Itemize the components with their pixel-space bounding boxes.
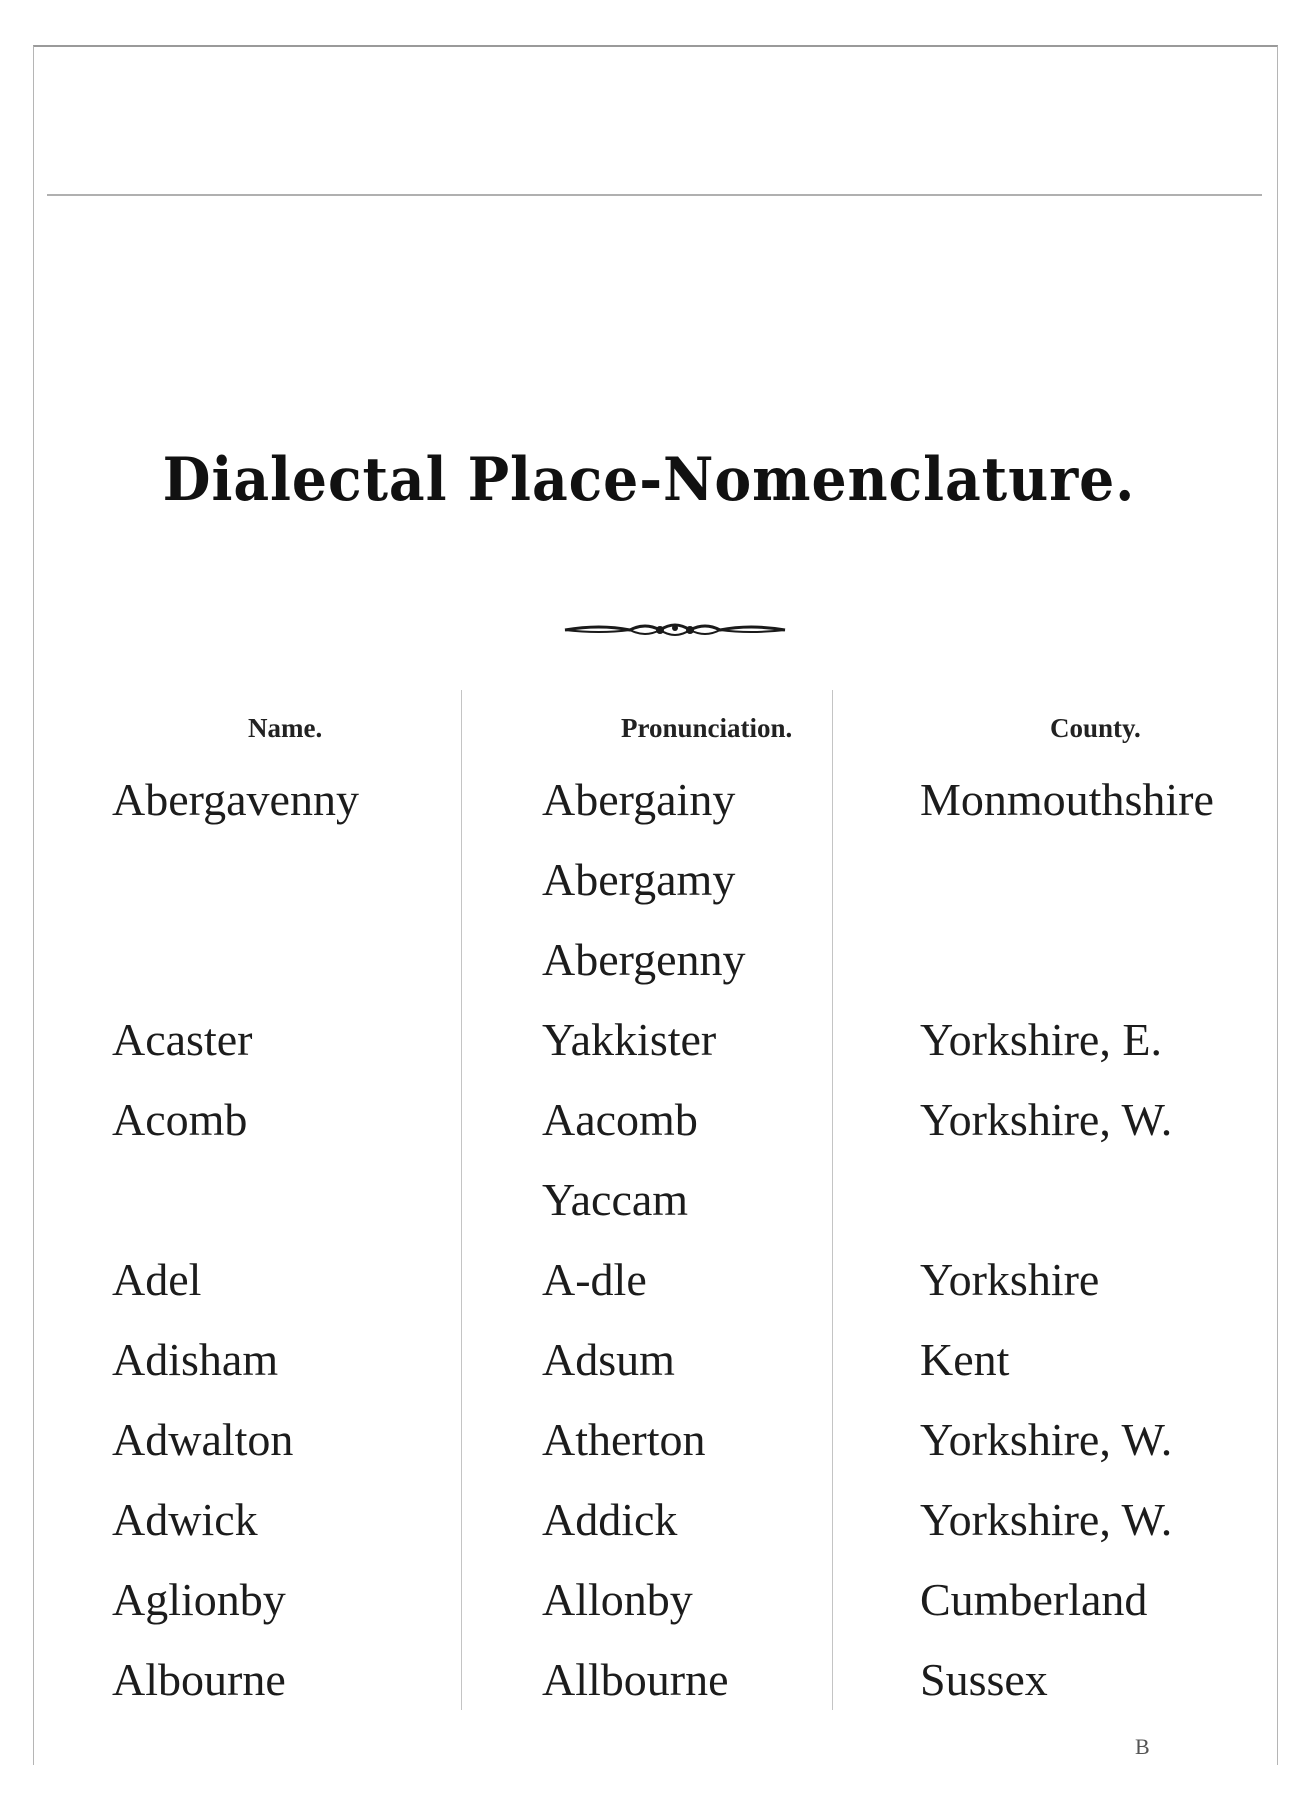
- signature-mark: B: [1135, 1734, 1150, 1759]
- table-cell-county: Monmouthshire: [920, 774, 1214, 825]
- table-cell-pronunciation: Adsum: [542, 1334, 675, 1385]
- table-cell-name: Aglionby: [112, 1574, 286, 1625]
- table-cell-county: Sussex: [920, 1654, 1048, 1705]
- table-cell-pronunciation: Abergainy: [542, 774, 736, 825]
- table-cell-pronunciation: Abergenny: [542, 934, 746, 985]
- table-cell-pronunciation: Addick: [542, 1494, 678, 1545]
- table-cell-county: Yorkshire, W.: [920, 1094, 1173, 1145]
- table-cell-pronunciation: Abergamy: [542, 854, 736, 905]
- table-cell-name: Adwalton: [112, 1414, 294, 1465]
- column-header-name: Name.: [248, 713, 323, 743]
- table-cell-county: Cumberland: [920, 1574, 1148, 1625]
- table-cell-name: Albourne: [112, 1654, 286, 1705]
- table-cell-pronunciation: Allonby: [542, 1574, 693, 1625]
- table-cell-name: Adisham: [112, 1334, 279, 1385]
- table-cell-name: Acomb: [112, 1094, 248, 1145]
- table-cell-county: Yorkshire: [920, 1254, 1100, 1305]
- table-cell-name: Abergavenny: [112, 774, 359, 825]
- table-cell-pronunciation: A-dle: [542, 1254, 647, 1305]
- column-rule-left: [461, 690, 462, 1710]
- page-title: Dialectal Place-Nomenclature.: [162, 445, 1136, 515]
- table-cell-county: Yorkshire, E.: [920, 1014, 1162, 1065]
- column-header-county: County.: [1050, 713, 1141, 743]
- table-cell-pronunciation: Yaccam: [542, 1174, 689, 1225]
- table-cell-county: Yorkshire, W.: [920, 1494, 1173, 1545]
- ornament-divider: [560, 608, 790, 648]
- header-rule: [47, 194, 1262, 196]
- column-rule-right: [832, 690, 833, 1710]
- table-cell-pronunciation: Atherton: [542, 1414, 706, 1465]
- table-cell-pronunciation: Allbourne: [542, 1654, 729, 1705]
- table-cell-county: Kent: [920, 1334, 1010, 1385]
- table-cell-name: Adel: [112, 1254, 202, 1305]
- table-cell-name: Acaster: [112, 1014, 253, 1065]
- table-cell-pronunciation: Yakkister: [542, 1014, 717, 1065]
- table-cell-county: Yorkshire, W.: [920, 1414, 1173, 1465]
- table-cell-name: Adwick: [112, 1494, 258, 1545]
- column-header-pronunciation: Pronunciation.: [621, 713, 793, 743]
- table-cell-pronunciation: Aacomb: [542, 1094, 698, 1145]
